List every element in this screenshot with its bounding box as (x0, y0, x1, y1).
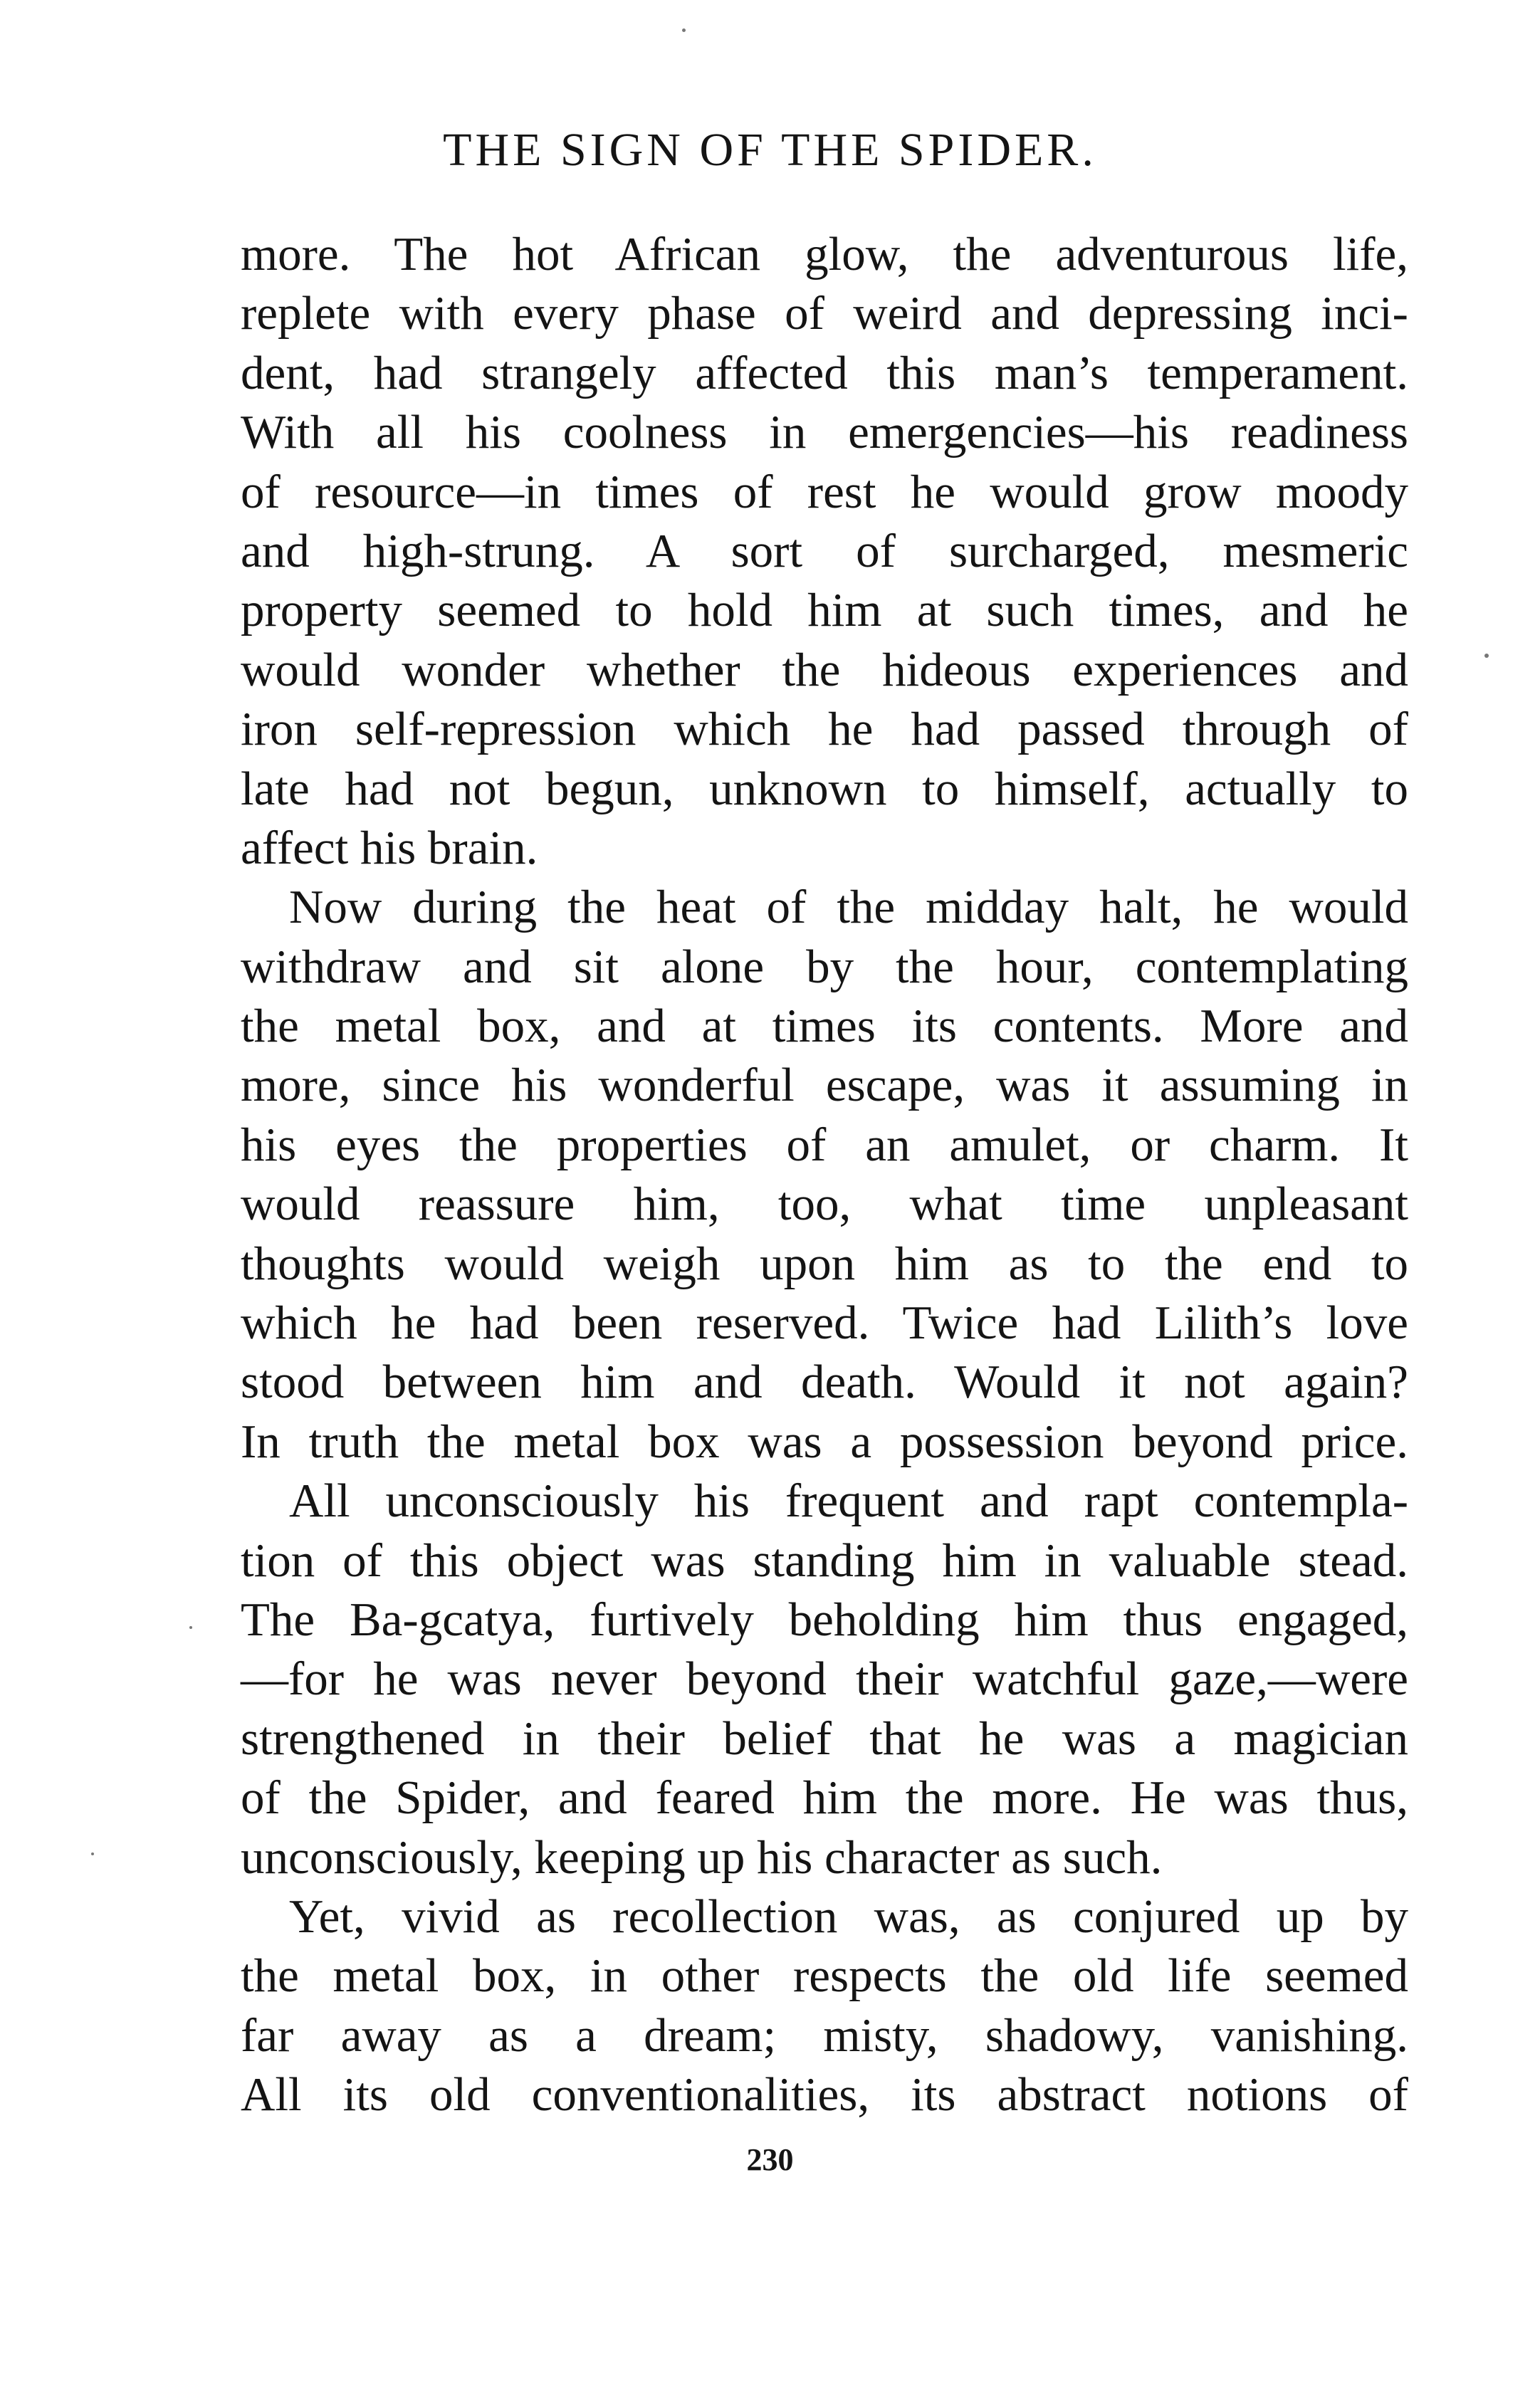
page-number: 230 (746, 2142, 794, 2177)
text-line: more. The hot African glow, the adventurous life, (241, 228, 1408, 281)
text-line: affect his brain. (241, 821, 538, 874)
text-line: of resource—in times of rest he would grow moody (241, 465, 1408, 518)
text-line: would wonder whether the hideous experiences and (241, 643, 1408, 696)
text-line: withdraw and sit alone by the hour, contemplating (241, 940, 1408, 993)
text-line: Yet, vivid as recollection was, as conjured up by (289, 1890, 1408, 1943)
body-text (241, 225, 1408, 2125)
text-line: of the Spider, and feared him the more. He was thus, (241, 1771, 1408, 1825)
text-line: stood between him and death. Would it not again? (241, 1356, 1408, 1409)
text-line: —for he was never beyond their watchful gaze,—were (241, 1652, 1408, 1706)
text-line: All its old conventionalities, its abstract notions of (241, 2068, 1408, 2122)
text-line: Now during the heat of the midday halt, he would (289, 881, 1408, 934)
text-line: the metal box, in other respects the old life seemed (241, 1949, 1408, 2003)
text-line: which he had been reserved. Twice had Lilith’s love (241, 1296, 1408, 1350)
text-line: tion of this object was standing him in valuable stead. (241, 1534, 1408, 1587)
text-line: iron self-repression which he had passed through of (241, 703, 1408, 756)
text-line: In truth the metal box was a possession beyond price. (241, 1415, 1408, 1468)
text-line: thoughts would weigh upon him as to the end to (241, 1237, 1408, 1290)
running-head: THE SIGN OF THE SPIDER. (443, 124, 1097, 176)
paper-speck (91, 1852, 94, 1855)
text-line: more, since his wonderful escape, was it assuming in (241, 1059, 1408, 1112)
text-line: property seemed to hold him at such times, and he (241, 584, 1408, 637)
text-line: replete with every phase of weird and depressing inci- (241, 287, 1408, 340)
text-line: unconsciously, keeping up his character as such. (241, 1830, 1163, 1884)
text-line: would reassure him, too, what time unpleasant (241, 1178, 1408, 1231)
text-line: strengthened in their belief that he was a magician (241, 1712, 1408, 1765)
text-line: and high-strung. A sort of surcharged, mesmeric (241, 524, 1408, 577)
text-line: dent, had strangely affected this man’s temperament. (241, 346, 1408, 399)
text-line: With all his coolness in emergencies—his readiness (241, 406, 1408, 459)
text-line: The Ba-gcatya, furtively beholding him thus engaged, (241, 1593, 1408, 1646)
paper-speck (1484, 654, 1489, 658)
paper-speck (682, 28, 686, 32)
text-line: far away as a dream; misty, shadowy, vanishing. (241, 2008, 1408, 2062)
text-line: All unconsciously his frequent and rapt contempla- (289, 1474, 1408, 1528)
text-line: late had not begun, unknown to himself, actually to (241, 762, 1408, 815)
paper-speck (189, 1626, 192, 1629)
text-line: the metal box, and at times its contents. More and (241, 1000, 1408, 1053)
text-line: his eyes the properties of an amulet, or charm. It (241, 1118, 1408, 1171)
